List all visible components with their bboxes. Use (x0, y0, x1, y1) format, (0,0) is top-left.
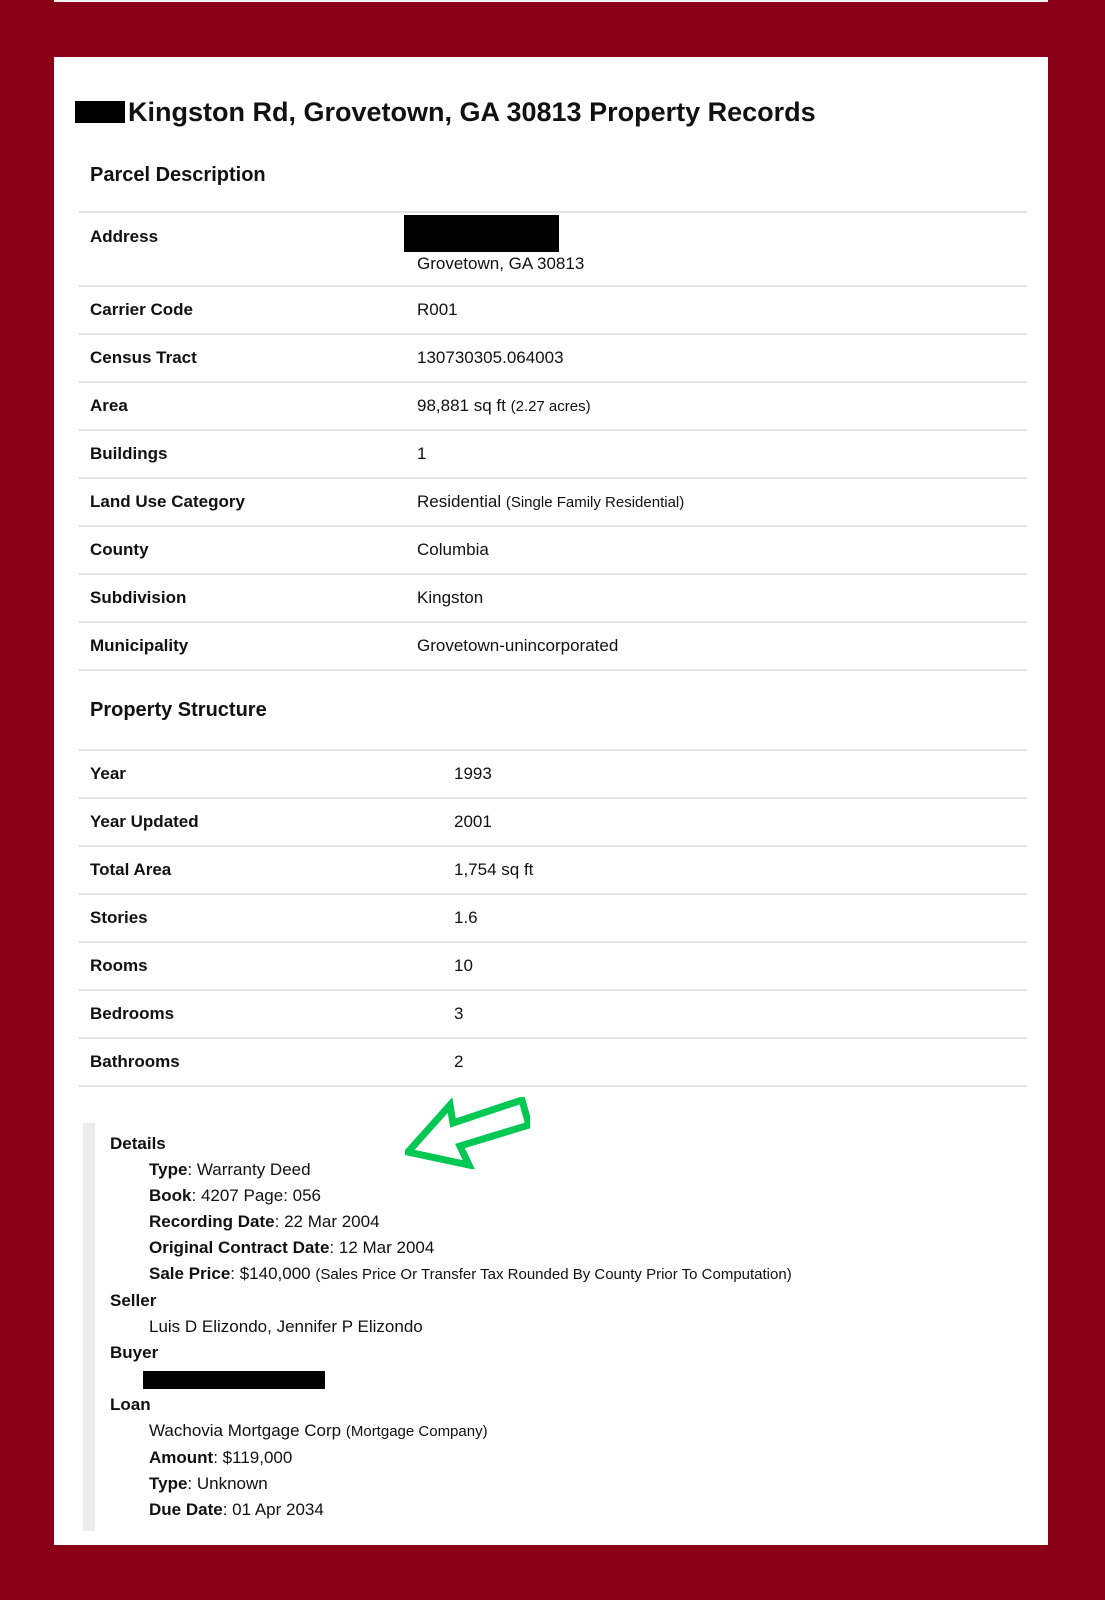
row-label: Land Use Category (90, 492, 245, 511)
row-label: Total Area (90, 860, 172, 879)
field-value: : 22 Mar 2004 (274, 1212, 380, 1231)
row-label: Stories (90, 908, 148, 927)
field-label: Amount (149, 1448, 214, 1467)
table-row (79, 894, 1027, 942)
field-value: : $140,000 (230, 1264, 311, 1283)
row-value-text: Residential (417, 492, 502, 511)
row-label: Carrier Code (90, 300, 193, 319)
row-value-text: 98,881 sq ft (417, 396, 506, 415)
table-row (79, 622, 1027, 670)
deed-type (110, 1157, 983, 1183)
row-value (406, 526, 1027, 574)
field-label: Type (149, 1160, 188, 1179)
row-label: Bedrooms (90, 1004, 175, 1023)
loan-type (110, 1471, 983, 1497)
table-row (79, 990, 1027, 1038)
row-value: 10 (454, 956, 473, 975)
row-label: Year Updated (90, 812, 199, 831)
row-label: Subdivision (90, 588, 187, 607)
row-value-text: 1 (417, 444, 427, 463)
row-value-text: 130730305.064003 (417, 348, 564, 367)
row-label: Area (90, 396, 128, 415)
table-row (79, 942, 1027, 990)
field-label: Recording Date (149, 1212, 275, 1231)
row-value-text: R001 (417, 300, 458, 319)
row-value: 1,754 sq ft (454, 860, 534, 879)
field-label: Type (149, 1474, 188, 1493)
row-value (406, 478, 1027, 526)
row-value: 1993 (454, 764, 492, 783)
parcel-table (79, 211, 1027, 671)
table-row (79, 382, 1027, 430)
field-value: : 01 Apr 2034 (222, 1500, 324, 1519)
row-value (406, 334, 1027, 382)
loan-heading: Loan (110, 1395, 151, 1414)
table-row (79, 430, 1027, 478)
row-label: Municipality (90, 636, 189, 655)
row-value: 2 (454, 1052, 464, 1071)
table-row (79, 526, 1027, 574)
field-label: Sale Price (149, 1264, 231, 1283)
row-label: Rooms (90, 956, 148, 975)
left-arrow-icon (405, 1097, 530, 1169)
row-label: Year (90, 764, 126, 783)
sale-price (110, 1261, 983, 1288)
field-note: (Mortgage Company) (345, 1423, 488, 1440)
contract-date (110, 1235, 983, 1261)
redaction-box (404, 215, 559, 252)
buyer-heading: Buyer (110, 1343, 159, 1362)
field-value: : $119,000 (213, 1448, 293, 1467)
row-value-text: Grovetown-unincorporated (417, 636, 619, 655)
structure-section-title: Property Structure (90, 698, 267, 721)
row-label: Address (90, 227, 159, 246)
row-value (406, 382, 1027, 430)
row-value (406, 430, 1027, 478)
row-label: Census Tract (90, 348, 197, 367)
buyer-names (110, 1366, 983, 1392)
sale-details-block (83, 1123, 983, 1531)
row-value-text: Columbia (417, 540, 489, 559)
page-title-text: Kingston Rd, Grovetown, GA 30813 Property Records (128, 96, 816, 127)
field-label: Due Date (149, 1500, 223, 1519)
field-value: : 12 Mar 2004 (329, 1238, 435, 1257)
row-label: Buildings (90, 444, 168, 463)
table-row (79, 334, 1027, 382)
table-row (79, 574, 1027, 622)
lender (110, 1418, 983, 1445)
loan-due-date (110, 1497, 983, 1523)
seller-heading: Seller (110, 1291, 157, 1310)
row-value: 3 (454, 1004, 464, 1023)
structure-table (79, 749, 1027, 1087)
redaction-box (143, 1371, 325, 1389)
page-title (75, 97, 1023, 127)
details-heading: Details (110, 1134, 166, 1153)
field-value: : Unknown (187, 1474, 268, 1493)
table-row (79, 478, 1027, 526)
address-line-2: Grovetown, GA 30813 (417, 254, 585, 273)
row-label: Bathrooms (90, 1052, 180, 1071)
table-row (79, 798, 1027, 846)
row-value (406, 574, 1027, 622)
table-row (79, 286, 1027, 334)
field-label: Book (149, 1186, 192, 1205)
redaction-box (75, 101, 125, 123)
record-sheet (54, 57, 1048, 1545)
row-value-note: (Single Family Residential) (505, 494, 685, 511)
row-value: 2001 (454, 812, 492, 831)
book-page (110, 1183, 983, 1209)
address-value (406, 212, 1027, 286)
row-value-note: (2.27 acres) (510, 398, 591, 415)
field-value: : 4207 Page: 056 (191, 1186, 322, 1205)
row-value (406, 622, 1027, 670)
table-row (79, 750, 1027, 798)
field-label: Original Contract Date (149, 1238, 330, 1257)
field-value: : Warranty Deed (187, 1160, 311, 1179)
top-strip (54, 0, 1048, 2)
loan-amount (110, 1445, 983, 1471)
row-label: County (90, 540, 149, 559)
seller-names: Luis D Elizondo, Jennifer P Elizondo (149, 1317, 423, 1336)
table-row (79, 1038, 1027, 1086)
field-value: Wachovia Mortgage Corp (149, 1421, 342, 1440)
recording-date (110, 1209, 983, 1235)
table-row (79, 846, 1027, 894)
table-row (79, 212, 1027, 286)
row-value (406, 286, 1027, 334)
row-value-text: Kingston (417, 588, 484, 607)
parcel-section-title: Parcel Description (90, 163, 266, 186)
row-value: 1.6 (454, 908, 478, 927)
field-note: (Sales Price Or Transfer Tax Rounded By County Prior To Computation) (315, 1266, 792, 1283)
